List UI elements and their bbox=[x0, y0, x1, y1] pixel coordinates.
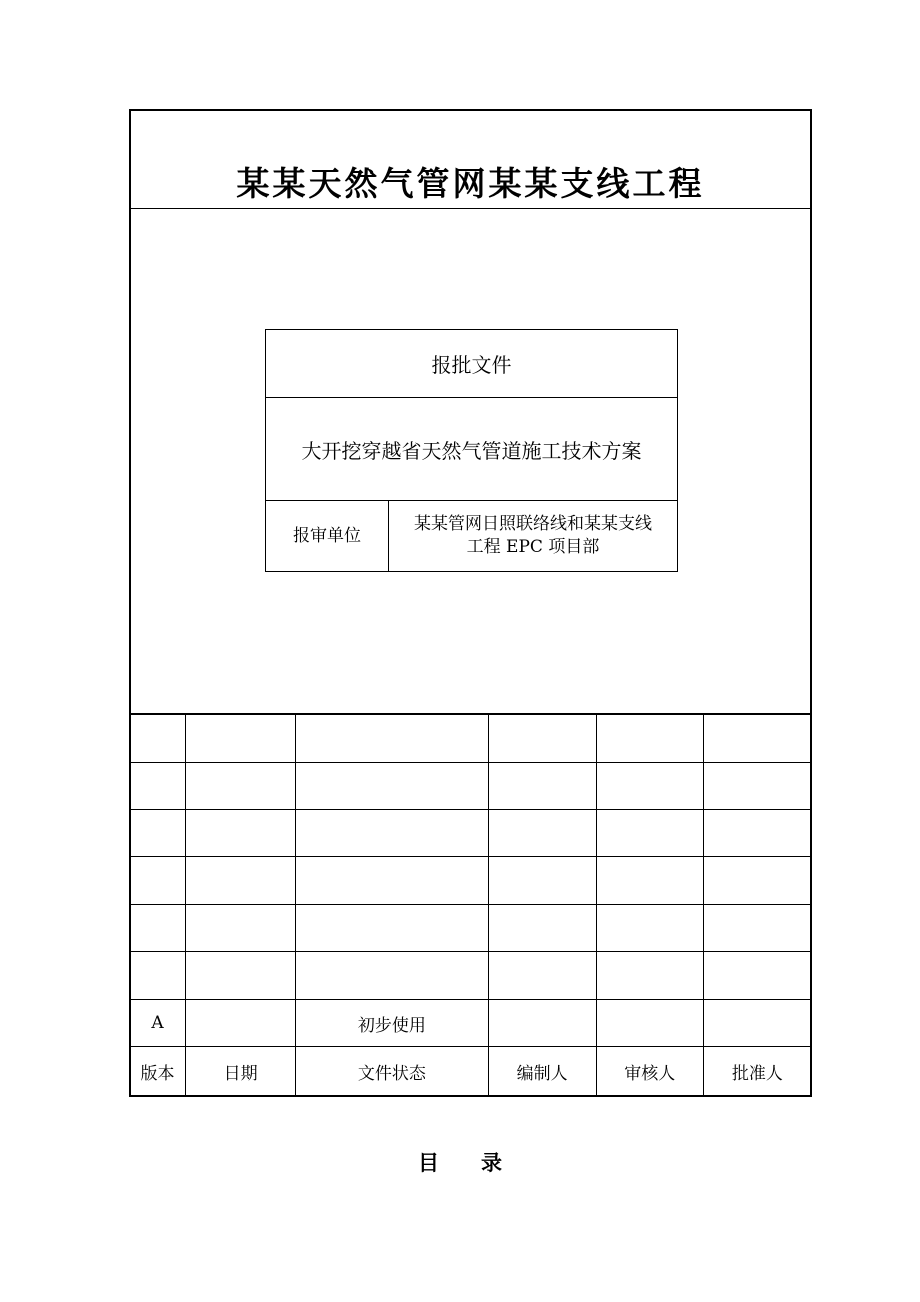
revision-cell bbox=[130, 809, 186, 856]
revision-header-cell: 日期 bbox=[186, 1047, 296, 1097]
revision-cell bbox=[130, 857, 186, 904]
revision-cell bbox=[596, 714, 703, 762]
revision-cell bbox=[488, 809, 596, 856]
toc-char-1: 目 bbox=[418, 1150, 439, 1175]
revision-cell bbox=[596, 857, 703, 904]
document-type: 报批文件 bbox=[266, 330, 678, 398]
revision-cell bbox=[488, 999, 596, 1046]
revision-cell bbox=[703, 809, 811, 856]
approval-box bbox=[265, 329, 678, 572]
revision-header-cell: 批准人 bbox=[703, 1047, 811, 1097]
document-name: 大开挖穿越省天然气管道施工技术方案 bbox=[266, 398, 678, 501]
revision-row bbox=[130, 904, 812, 951]
revision-cell bbox=[596, 904, 703, 951]
revision-cell bbox=[596, 762, 703, 809]
project-title: 某某天然气管网某某支线工程 bbox=[236, 164, 705, 203]
toc-char-2: 录 bbox=[481, 1150, 502, 1175]
revision-cell bbox=[488, 952, 596, 999]
revision-cell bbox=[296, 904, 488, 951]
submitting-unit-label: 报审单位 bbox=[266, 501, 389, 572]
revision-cell bbox=[703, 904, 811, 951]
revision-header-row bbox=[130, 1047, 812, 1097]
revision-cell bbox=[186, 714, 296, 762]
revision-cell bbox=[186, 857, 296, 904]
submitting-unit-value bbox=[389, 501, 678, 572]
revision-cell bbox=[130, 904, 186, 951]
revision-table bbox=[129, 713, 812, 1097]
revision-header-cell: 审核人 bbox=[596, 1047, 703, 1097]
revision-cell bbox=[186, 904, 296, 951]
revision-header-cell: 编制人 bbox=[488, 1047, 596, 1097]
revision-cell bbox=[488, 714, 596, 762]
revision-cell bbox=[186, 952, 296, 999]
revision-header-cell: 版本 bbox=[130, 1047, 186, 1097]
revision-cell bbox=[296, 809, 488, 856]
revision-table-body bbox=[130, 714, 812, 1097]
revision-cell bbox=[703, 952, 811, 999]
revision-header-cell: 文件状态 bbox=[296, 1047, 488, 1097]
revision-row bbox=[130, 857, 812, 904]
submitting-unit-line-2: 工程 EPC 项目部 bbox=[466, 537, 600, 557]
revision-row bbox=[130, 762, 812, 809]
title-divider bbox=[131, 208, 810, 209]
revision-cell bbox=[130, 952, 186, 999]
revision-cell bbox=[296, 714, 488, 762]
revision-cell bbox=[296, 952, 488, 999]
revision-cell bbox=[488, 904, 596, 951]
revision-cell bbox=[596, 809, 703, 856]
submitting-unit-line-1: 某某管网日照联络线和某某支线 bbox=[414, 514, 652, 534]
revision-cell bbox=[703, 857, 811, 904]
revision-row bbox=[130, 809, 812, 856]
revision-row bbox=[130, 999, 812, 1046]
revision-row bbox=[130, 714, 812, 762]
revision-cell bbox=[703, 714, 811, 762]
revision-cell bbox=[596, 952, 703, 999]
revision-cell bbox=[130, 714, 186, 762]
revision-cell bbox=[296, 857, 488, 904]
revision-cell bbox=[488, 857, 596, 904]
revision-cell: 初步使用 bbox=[296, 999, 488, 1046]
revision-cell bbox=[186, 762, 296, 809]
cover-frame bbox=[129, 109, 812, 1097]
revision-cell: A bbox=[130, 999, 186, 1046]
revision-cell bbox=[296, 762, 488, 809]
revision-cell bbox=[130, 762, 186, 809]
table-of-contents-heading bbox=[0, 1146, 920, 1180]
revision-cell bbox=[703, 762, 811, 809]
revision-cell bbox=[186, 809, 296, 856]
revision-cell bbox=[488, 762, 596, 809]
revision-cell bbox=[186, 999, 296, 1046]
revision-cell bbox=[596, 999, 703, 1046]
revision-row bbox=[130, 952, 812, 999]
revision-cell bbox=[703, 999, 811, 1046]
